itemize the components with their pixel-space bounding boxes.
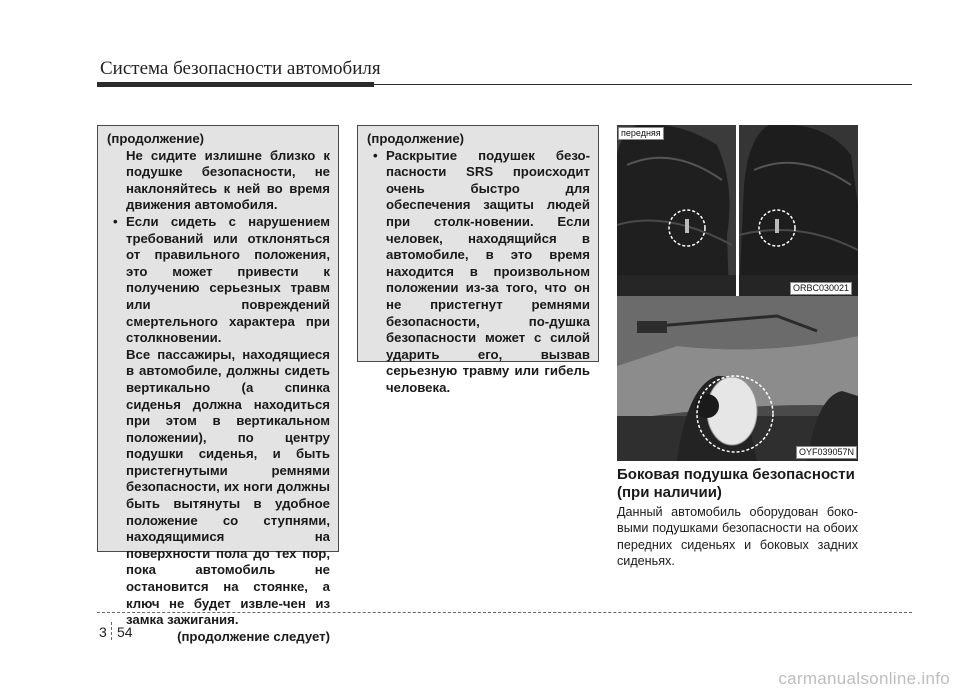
- front-seat-photo-left: [617, 125, 736, 296]
- front-seat-photo-right: [739, 125, 858, 296]
- cabin-airbag-photo: [617, 296, 858, 461]
- figure-label-front: передняя: [618, 127, 664, 140]
- seat-illustration-left: [617, 125, 736, 296]
- footer-rule: [97, 612, 912, 613]
- watermark: carmanualsonline.info: [778, 669, 950, 688]
- seat-illustration-right: [739, 125, 858, 296]
- chapter-number: 3: [99, 624, 107, 640]
- warning-box-title: (продолжение): [367, 131, 465, 146]
- bullet-dot-icon: •: [113, 213, 118, 229]
- continued-label: (продолжение следует): [177, 628, 330, 644]
- warning-bullet-text: Если сидеть с нарушением требований или отклоняться от правильного положения, это может привести к получению серьезных травм или повреждений смертельного характера при столкновении.: [126, 213, 330, 346]
- warning-paragraph: Не сидите излишне близко к подушке безопасности, не наклоняйтесь к ней во время движения автомобиля.: [126, 147, 330, 213]
- figure-code-top: ORBC030021: [790, 282, 852, 295]
- header-rule-thick: [97, 82, 374, 87]
- warning-box-middle: [357, 125, 599, 395]
- figure-code-bottom: OYF039057N: [796, 446, 857, 459]
- warning-paragraph: Все пассажиры, находящиеся в автомобиле, должны сидеть вертикально (а спинка сиденья должна находиться при этом в вертикальном положении), по центру подушки сиденья, и быть пристегнутыми ремнями безопасности, их ноги должны быть вытянуты в удобное положение со ступнями, находящимися на поверхности пола до тех пор, пока автомобиль не остановится на стоянке, а ключ не будет извле-чен из замка зажигания.: [126, 346, 330, 628]
- page-header-title: Система безопасности автомобиля: [100, 58, 381, 79]
- cabin-illustration: [617, 296, 858, 461]
- page-number: 54: [117, 624, 133, 640]
- header-rule-thin: [374, 84, 912, 85]
- section-heading: Боковая подушка безопасности (при наличии): [617, 466, 855, 501]
- bullet-dot-icon: •: [373, 147, 378, 163]
- warning-bullet-text: Раскрытие подушек безо-пасности SRS происходит очень быстро для обеспечения защиты людей при столк-новении. Если человек, находящийся в автомобиле, в это время находится в произвольном положении из-за того, что он не пристегнут ремнями безопасности, по-душка безопасности может с силой ударить его, вызвав серьезную травму или гибель человека.: [386, 147, 590, 395]
- section-body-text: Данный автомобиль оборудован боко-выми подушками безопасности на обоих передних сиденьях и боковых задних сиденьях.: [617, 505, 858, 569]
- warning-bullet: [107, 214, 330, 347]
- footer-separator: [111, 622, 112, 640]
- warning-bullet: [367, 148, 590, 397]
- warning-box-title: (продолжение): [107, 131, 205, 146]
